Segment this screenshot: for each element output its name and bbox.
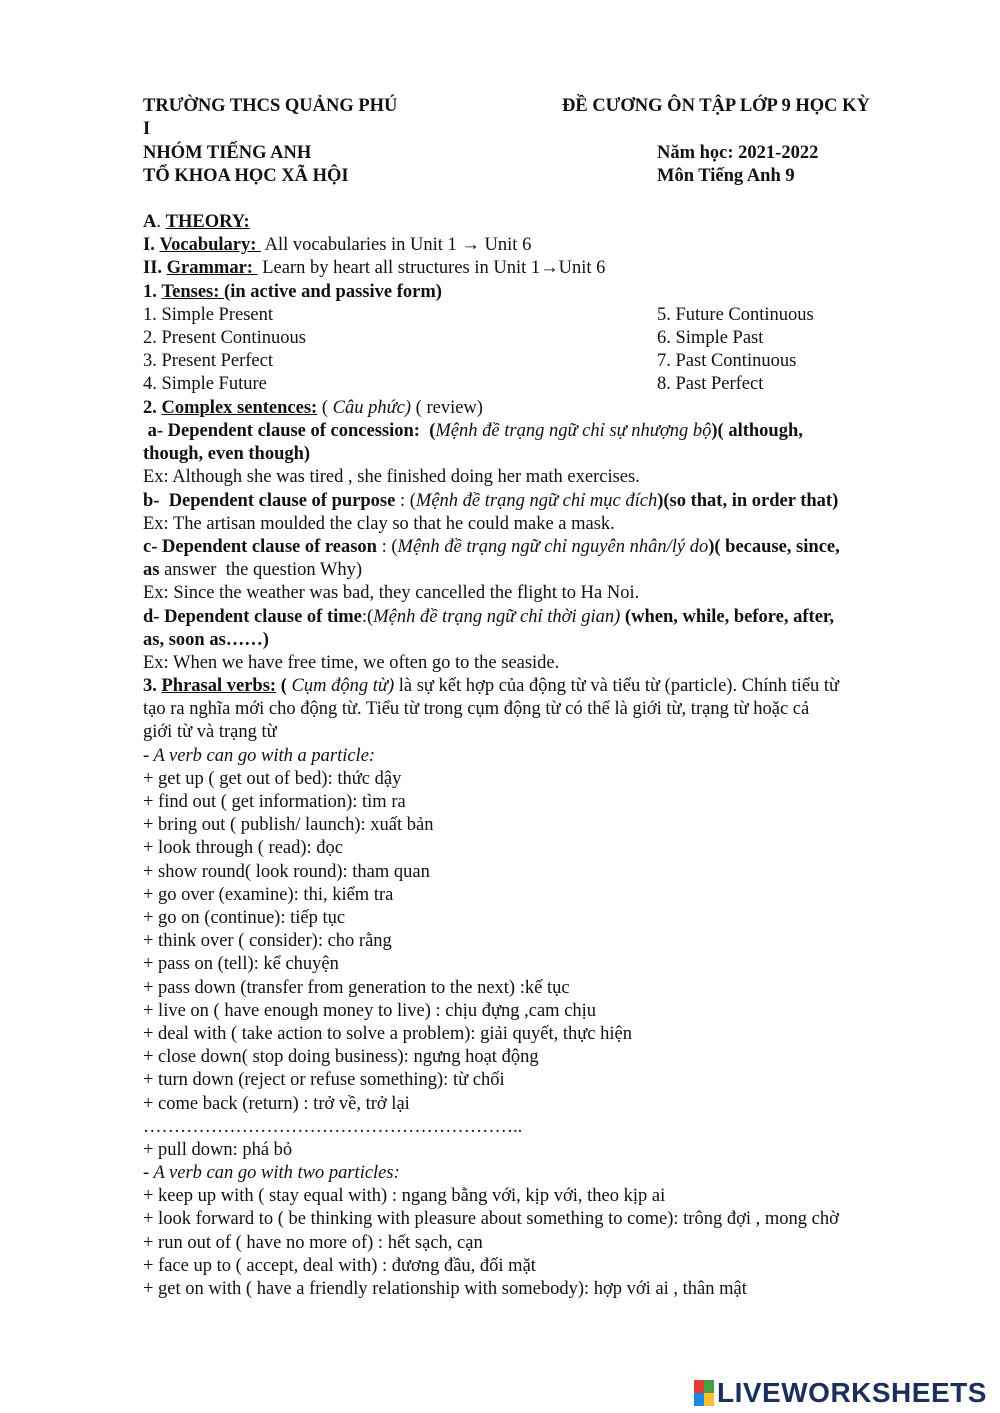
tense-item: 5. Future Continuous [657,305,814,325]
clause-a-tail2: though, even though) [143,444,311,464]
complex-num: 2. [143,398,157,418]
clause-d-vi: Mệnh đề trạng ngữ chỉ thời gian) [373,607,621,627]
phrasal-item: + go on (continue): tiếp tục [143,908,346,928]
logo-square [704,1380,714,1393]
grammar-text: Learn by heart all structures in Unit 1→Unit 6 [257,258,606,278]
clause-d-mid: :( [361,607,374,627]
tense-item: 7. Past Continuous [657,351,797,371]
phrasal-item: + live on ( have enough money to live) : chịu đựng ,cam chịu [143,1001,597,1021]
clause-d-example: Ex: When we have free time, we often go to the seaside. [143,653,560,673]
phrasal-desc3: giới từ và trạng từ [143,722,277,742]
phrasal-item: + pull down: phá bỏ [143,1140,293,1160]
clause-c-mid: : ( [376,537,398,557]
vocabulary-text: All vocabularies in Unit 1 → Unit 6 [261,235,532,255]
phrasal-desc2: tạo ra nghĩa mới cho động từ. Tiểu từ trong cụm động từ có thể là giới từ, trạng từ hoặc cả [143,699,810,719]
logo-square [694,1393,704,1406]
clause-b-line [143,490,838,513]
two-particles-label: - A verb can go with two particles: [143,1163,400,1183]
clause-a-line [143,420,803,443]
clause-a-head: a- Dependent clause of concession: ( [143,421,436,441]
vocabulary-line [143,234,531,257]
clause-a-vi: Mệnh đề trạng ngữ chỉ sự nhượng bộ [435,421,712,441]
tense-item: 1. Simple Present [143,305,274,325]
logo-square [704,1393,714,1406]
subject-name: Môn Tiếng Anh 9 [657,166,795,186]
phrasal-item: + bring out ( publish/ launch): xuất bản [143,815,434,835]
tense-item: 8. Past Perfect [657,374,764,394]
grammar-label: Grammar: [166,258,258,278]
liveworksheets-icon [694,1380,714,1406]
phrasal-item: + look forward to ( be thinking with pleasure about something to come): trông đợi , mong chờ [143,1209,839,1229]
school-year: Năm học: 2021-2022 [657,143,819,163]
phrasal-vi: Cụm động từ) [291,676,395,696]
phrasal-item: + keep up with ( stay equal with) : ngang bằng với, kịp với, theo kịp ai [143,1186,666,1206]
phrasal-item: + close down( stop doing business): ngưng hoạt động [143,1047,539,1067]
phrasal-desc: là sự kết hợp của động từ và tiểu từ (particle). Chính tiểu từ [394,676,840,696]
grammar-num: II. [143,258,163,278]
document-title: ĐỀ CƯƠNG ÔN TẬP LỚP 9 HỌC KỲ [562,96,870,116]
phrasal-item: + think over ( consider): cho rằng [143,931,392,951]
phrasal-num: 3. [143,676,157,696]
tense-item: 2. Present Continuous [143,328,306,348]
phrasal-item: + turn down (reject or refuse something): từ chối [143,1070,505,1090]
tenses-heading [143,281,442,304]
tenses-note: (in active and passive form) [224,282,442,302]
clause-c-answer: answer the question Why) [159,560,363,580]
phrasal-item: + get up ( get out of bed): thức dậy [143,769,402,789]
theory-dot: . [156,212,161,232]
clause-b-example: Ex: The artisan moulded the clay so that he could make a mask. [143,514,615,534]
phrasal-item: + run out of ( have no more of) : hết sạch, cạn [143,1233,483,1253]
vocabulary-num: I. [143,235,155,255]
clause-c-tail: )( because, since, [708,537,840,557]
document-title-wrap: I [143,119,151,139]
school-name: TRƯỜNG THCS QUẢNG PHÚ [143,96,398,116]
complex-tail: ( review) [411,398,483,418]
clause-c-line2 [143,559,362,582]
clause-c-line [143,536,840,559]
phrasal-item: + deal with ( take action to solve a problem): giải quyết, thực hiện [143,1024,632,1044]
clause-d-tail: (when, while, before, after, [620,607,835,627]
phrasal-open: ( [276,676,292,696]
phrasal-item: + show round( look round): tham quan [143,862,430,882]
phrasal-item: + go over (examine): thi, kiểm tra [143,885,394,905]
theory-title: THEORY: [165,212,250,232]
phrasal-item: + look through ( read): đọc [143,838,344,858]
clause-b-tail: )(so that, in order that) [657,491,839,511]
tense-item: 3. Present Perfect [143,351,273,371]
phrasal-item: + face up to ( accept, deal with) : đương đầu, đối mặt [143,1256,536,1276]
tenses-num: 1. [143,282,157,302]
clause-b-vi: Mệnh đề trạng ngữ chỉ mục đích [415,491,658,511]
phrasal-label: Phrasal verbs: [161,676,277,696]
clause-a-example: Ex: Although she was tired , she finished doing her math exercises. [143,467,640,487]
vocabulary-label: Vocabulary: [159,235,262,255]
liveworksheets-text: LIVEWORKSHEETS [717,1377,987,1408]
phrasal-item: + pass on (tell): kể chuyện [143,954,339,974]
department-name: TỔ KHOA HỌC XÃ HỘI [143,166,349,186]
clause-c-head: c- Dependent clause of reason [143,537,377,557]
clause-d-line [143,606,834,629]
complex-label: Complex sentences: [161,398,318,418]
complex-vi: Câu phức) [332,398,412,418]
complex-open: ( [317,398,333,418]
phrasal-heading [143,675,839,698]
phrasal-item: + find out ( get information): tìm ra [143,792,406,812]
tenses-label: Tenses: [161,282,225,302]
theory-heading [143,211,250,234]
clause-b-head: b- Dependent clause of purpose [143,491,396,511]
clause-b-mid: : ( [395,491,416,511]
tense-item: 6. Simple Past [657,328,764,348]
grammar-line [143,257,605,280]
complex-heading [143,397,483,420]
phrasal-item: + come back (return) : trở về, trở lại [143,1094,410,1114]
one-particle-label: - A verb can go with a particle: [143,746,376,766]
liveworksheets-logo[interactable] [694,1378,987,1408]
logo-square [694,1380,704,1393]
clause-c-as: as [143,560,160,580]
clause-c-example: Ex: Since the weather was bad, they cancelled the flight to Ha Noi. [143,583,640,603]
theory-prefix: A [143,212,157,232]
clause-c-vi: Mệnh đề trạng ngữ chỉ nguyên nhân/lý do [397,537,709,557]
clause-d-head: d- Dependent clause of time [143,607,362,627]
phrasal-item: + get on with ( have a friendly relationship with somebody): hợp với ai , thân mật [143,1279,747,1299]
tense-item: 4. Simple Future [143,374,267,394]
group-name: NHÓM TIẾNG ANH [143,143,312,163]
answer-blank-dots: …………………………………………………….. [143,1117,523,1137]
clause-a-tail: )( although, [711,421,803,441]
phrasal-item: + pass down (transfer from generation to the next) :kế tục [143,978,570,998]
clause-d-tail2: as, soon as……) [143,630,269,650]
